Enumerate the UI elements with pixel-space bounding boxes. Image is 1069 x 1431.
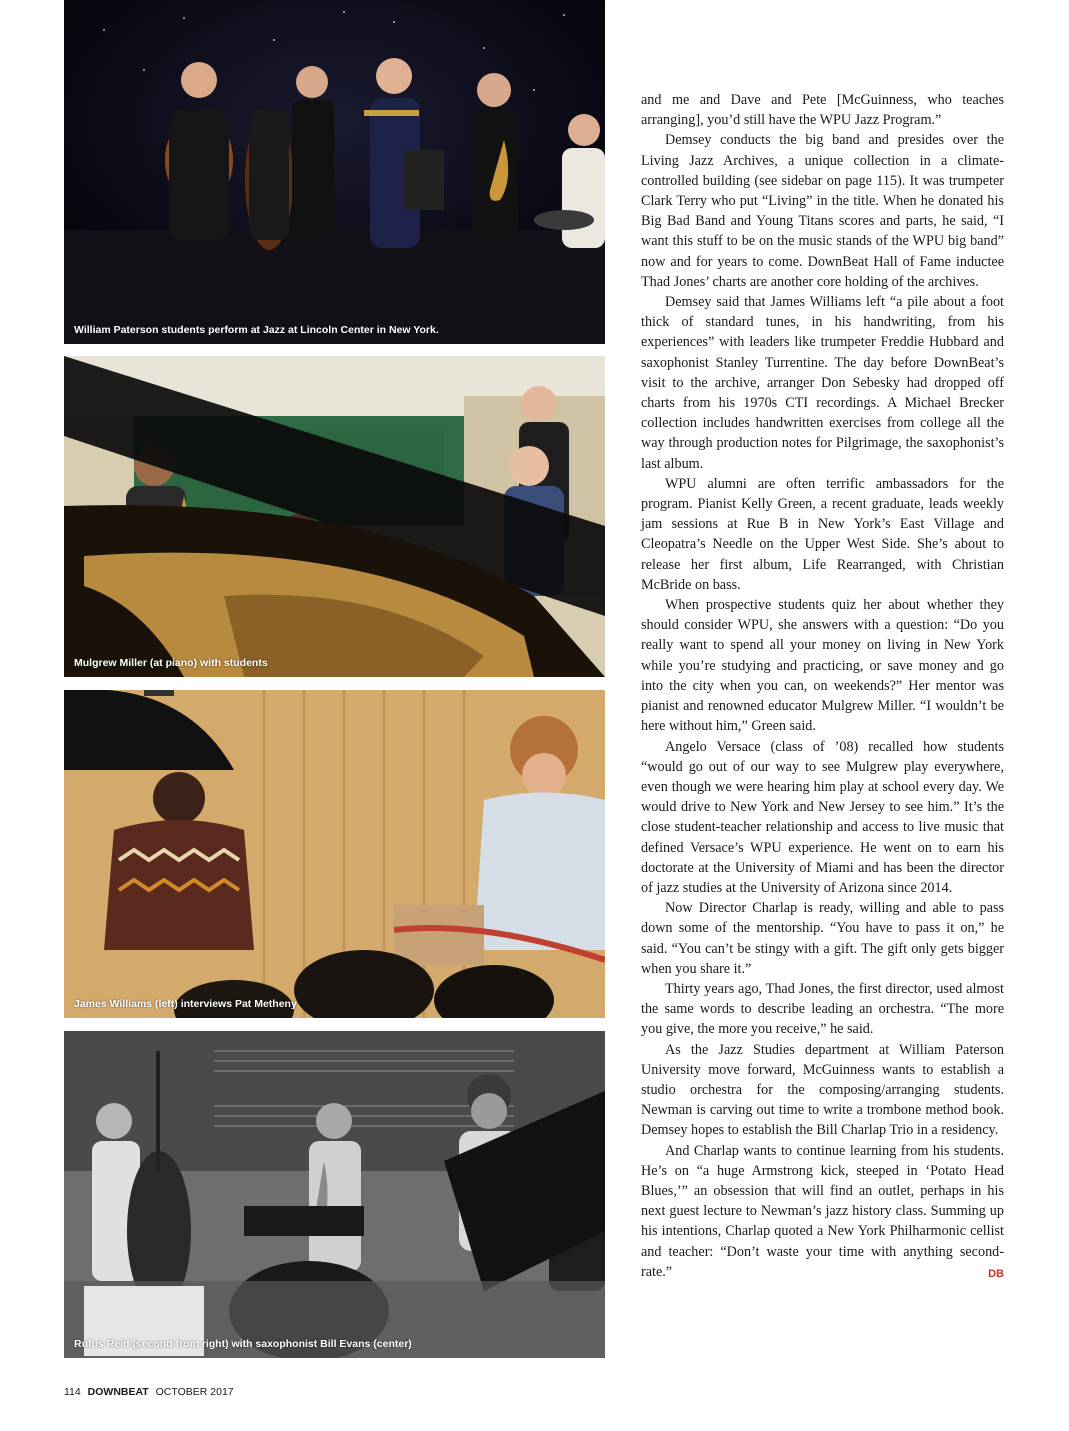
photo-caption: James Williams (left) interviews Pat Metheny bbox=[74, 998, 297, 1010]
end-mark: DB bbox=[988, 1267, 1004, 1280]
photo-caption: William Paterson students perform at Jazz at Lincoln Center in New York. bbox=[74, 324, 439, 336]
article-paragraph: Now Director Charlap is ready, willing and able to pass down some of the mentorship. “You have to pass it on,” he said. “You can’t be stingy with a gift. The gift only gets bigger when you share it.” bbox=[641, 900, 1004, 977]
article-paragraph: As the Jazz Studies department at William Paterson University move forward, McGuinness wants to establish a studio orchestra for the composing/arranging students. Newman is carving out time to write a trombone method book. Demsey hopes to establish the Bill Charlap Trio in a residency. bbox=[641, 1041, 1004, 1139]
page-number: 114 bbox=[64, 1386, 81, 1398]
photo-rufus-reid-bill-evans bbox=[64, 1031, 605, 1358]
article-body bbox=[641, 90, 1004, 1284]
photo-concert-lincoln-center bbox=[64, 0, 605, 344]
photo-mulgrew-miller bbox=[64, 356, 605, 677]
classroom-photo-image bbox=[64, 1031, 605, 1358]
photo-james-williams-interview bbox=[64, 690, 605, 1018]
photo-caption: Mulgrew Miller (at piano) with students bbox=[74, 657, 268, 669]
page-footer bbox=[64, 1386, 234, 1398]
issue-date: OCTOBER 2017 bbox=[155, 1386, 234, 1398]
article-paragraph-text: And Charlap wants to continue learning from his students. He’s on “a huge Armstrong kick, steeped in ‘Potato Head Blues,’” an obsession that will find an outlet, perhaps in his next guest lecture to Newman’s jazz history class. Summing up his intentions, Charlap quoted a New York Philharmonic cellist and teacher: “Don’t waste your time with anything second-rate.” bbox=[641, 1142, 1004, 1280]
photo-caption: Rufus Reid (second from right) with saxophonist Bill Evans (center) bbox=[74, 1338, 412, 1350]
article-paragraph: When prospective students quiz her about whether they should consider WPU, she answers with a question: “Do you really want to spend all your money on living in New York while you’re studying and practicing, or save money and go into the city when you can, on weekends?” Her mentor was pianist and renowned educator Mulgrew Miller. “I wouldn’t be here without him,” Green said. bbox=[641, 597, 1004, 735]
article-paragraph: Angelo Versace (class of ’08) recalled how students “would go out of our way to see Mulgrew play everywhere, even though we were hearing him play at school every day. We would drive to New York and New Jersey to see him.” It’s the close student-teacher relationship and access to live music that defined Versace’s WPU experience. He went on to earn his doctorate at the University of Miami and has been the director of jazz studies at the University of Arizona since 2014. bbox=[641, 738, 1004, 896]
article-paragraph: and me and Dave and Pete [McGuinness, who teaches arranging], you’d still have the WPU Jazz Program.” bbox=[641, 92, 1004, 129]
magazine-name: DOWNBEAT bbox=[87, 1386, 149, 1398]
article-paragraph: Thirty years ago, Thad Jones, the first director, used almost the same words to describe leading an orchestra. “The more you give, the more you receive,” he said. bbox=[641, 980, 1004, 1038]
interview-photo-image bbox=[64, 690, 605, 1018]
article-paragraph: WPU alumni are often terrific ambassadors for the program. Pianist Kelly Green, a recent graduate, leads weekly jam sessions at Rue B in New York’s East Village and Cleopatra’s Needle on the Upper West Side. She’s about to release her first album, Life Rearranged, with Christian McBride on bass. bbox=[641, 475, 1004, 593]
article-paragraph: Demsey conducts the big band and presides over the Living Jazz Archives, a unique collection in a climate-controlled building (see sidebar on page 115). It was trumpeter Clark Terry who put “Living” in the title. When he donated his Big Bad Band and Young Titans scores and parts, he said, “I want this stuff to be on the music stands of the WPU big band” now and for years to come. DownBeat Hall of Fame inductee Thad Jones’ charts are another core holding of the archives. bbox=[641, 132, 1004, 290]
article-paragraph: Demsey said that James Williams left “a pile about a foot thick of standard tunes, in his handwriting, from his experiences” with leaders like trumpeter Freddie Hubbard and saxophonist Stanley Turrentine. The day before DownBeat’s visit to the archive, arranger Don Sebesky had dropped off charts from his 1970s CTI recordings. A Michael Brecker collection includes handwritten exercises from college all the way through production notes for Pilgrimage, the saxophonist’s last album. bbox=[641, 294, 1004, 472]
article-paragraph-last bbox=[641, 1141, 1004, 1282]
piano-photo-image bbox=[64, 356, 605, 677]
concert-photo-image bbox=[64, 0, 605, 344]
